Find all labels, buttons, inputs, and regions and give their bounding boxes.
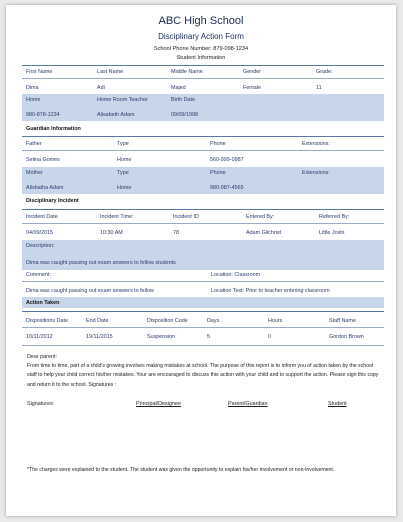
- incident-section-heading: Disciplinary Incident: [26, 198, 79, 204]
- divider: [22, 281, 384, 282]
- signature-student[interactable]: Student: [328, 401, 347, 407]
- value-location-text[interactable]: Location Text: Prior to teacher entering classroom: [211, 288, 330, 294]
- value-end-date[interactable]: 19/11/2015: [86, 334, 113, 340]
- school-name: ABC High School: [158, 15, 244, 27]
- form-page: [6, 5, 396, 516]
- label-birth-date: Birth Date: [171, 97, 195, 103]
- label-dispositions-date: Dispositions Date: [26, 318, 68, 324]
- divider: [22, 345, 384, 346]
- letter-body: From time to time, part of a child's growing involves making mistakes at school. The purpose of this report is to inform you of action taken by the school staff to help your child correct his/her mistakes. Your are encouraged to discuss this action with your child and to support the action. Please sign this copy and return it to the school. Signatures :: [27, 363, 379, 388]
- divider: [22, 311, 384, 312]
- value-mother-name[interactable]: Alisbatha Adam: [26, 185, 64, 191]
- divider: [22, 209, 384, 210]
- value-father-type[interactable]: Home: [117, 157, 132, 163]
- value-birth-date[interactable]: 09/09/1998: [171, 112, 198, 118]
- value-days[interactable]: 5: [207, 334, 210, 340]
- label-staff-name: Staff Name: [329, 318, 356, 324]
- value-incident-date[interactable]: 04/09/2015: [26, 230, 53, 236]
- label-home-room-teacher: Home Room Teacher: [97, 97, 148, 103]
- value-home-room-teacher[interactable]: Alisabeth Adam: [97, 112, 135, 118]
- label-phone: Phone: [210, 170, 226, 176]
- label-first-name: First Name: [26, 69, 53, 75]
- label-location: Location: Classroom: [211, 272, 261, 278]
- label-days: Days: [207, 318, 220, 324]
- value-gender[interactable]: Female: [243, 85, 261, 91]
- value-grade[interactable]: 11: [316, 85, 322, 91]
- label-description: Description:: [26, 243, 55, 249]
- label-incident-id: Incident ID: [173, 214, 199, 220]
- value-last-name[interactable]: Adi: [97, 85, 105, 91]
- value-staff-name[interactable]: Gordon Brown: [329, 334, 364, 340]
- value-mother-type[interactable]: Home: [117, 185, 132, 191]
- signature-principal[interactable]: Principal/Designee: [136, 401, 181, 407]
- divider: [22, 78, 384, 79]
- divider: [22, 327, 384, 328]
- value-hours[interactable]: 0: [268, 334, 271, 340]
- signature-parent[interactable]: Parent/Guardian: [228, 401, 268, 407]
- divider: [22, 136, 384, 137]
- label-father: Father: [26, 141, 42, 147]
- guardian-section-heading: Guardian Information: [26, 126, 81, 132]
- value-home-phone[interactable]: 980-878-1234: [26, 112, 60, 118]
- student-info-heading: Student Information: [176, 55, 226, 61]
- label-type: Type: [117, 170, 129, 176]
- label-home: Home: [26, 97, 41, 103]
- value-comment[interactable]: Dima was caught passing out exam answers to fellow: [26, 288, 154, 294]
- label-hours: Hours: [268, 318, 283, 324]
- label-referred-by: Referred By:: [319, 214, 350, 220]
- value-mother-phone[interactable]: 980-987-4565: [210, 185, 244, 191]
- value-disposition-code[interactable]: Suspension: [147, 334, 176, 340]
- value-father-name[interactable]: Selina Gomes: [26, 157, 60, 163]
- label-incident-time: Incident Time:: [100, 214, 134, 220]
- label-middle-name: Middle Name: [171, 69, 203, 75]
- label-end-date: End Date: [86, 318, 109, 324]
- student-home-band: [22, 94, 384, 121]
- value-father-phone[interactable]: 560-999-0987: [210, 157, 244, 163]
- value-description[interactable]: Dima was caught passing out exam answers to fellow students: [26, 260, 176, 266]
- label-grade: Grade:: [316, 69, 333, 75]
- letter-salutation: Dear parent:: [27, 354, 57, 360]
- value-entered-by[interactable]: Adam Gilchrist: [246, 230, 282, 236]
- label-disposition-code: Disposition Code: [147, 318, 188, 324]
- value-referred-by[interactable]: Little Joshi: [319, 230, 345, 236]
- action-band: [22, 297, 384, 308]
- label-extensions: Extensions:: [302, 170, 330, 176]
- footnote: *The charges were explained to the student. The student was given the opportunity to explain his/her involvement or non-involvement.: [27, 467, 335, 473]
- divider: [22, 150, 384, 151]
- form-title: Disciplinary Action Form: [158, 32, 244, 41]
- divider: [22, 65, 384, 66]
- label-mother: Mother: [26, 170, 43, 176]
- value-middle-name[interactable]: Majed: [171, 85, 186, 91]
- action-section-heading: Action Taken: [26, 300, 60, 306]
- value-dispositions-date[interactable]: 10/11/2012: [26, 334, 53, 340]
- value-first-name[interactable]: Dima: [26, 85, 39, 91]
- label-type: Type: [117, 141, 129, 147]
- divider: [22, 223, 384, 224]
- label-incident-date: Incident Date: [26, 214, 58, 220]
- label-phone: Phone: [210, 141, 226, 147]
- signatures-label: Signatures:: [27, 401, 55, 407]
- label-last-name: Last Name: [97, 69, 124, 75]
- label-entered-by: Entered By:: [246, 214, 275, 220]
- label-extensions: Extensions:: [302, 141, 330, 147]
- label-gender: Gender: [243, 69, 261, 75]
- school-phone: School Phone Number: 879-098-1234: [153, 46, 249, 52]
- value-incident-time[interactable]: 10:30 AM: [100, 230, 123, 236]
- label-comment: Comment:: [26, 272, 51, 278]
- value-incident-id[interactable]: 78: [173, 230, 179, 236]
